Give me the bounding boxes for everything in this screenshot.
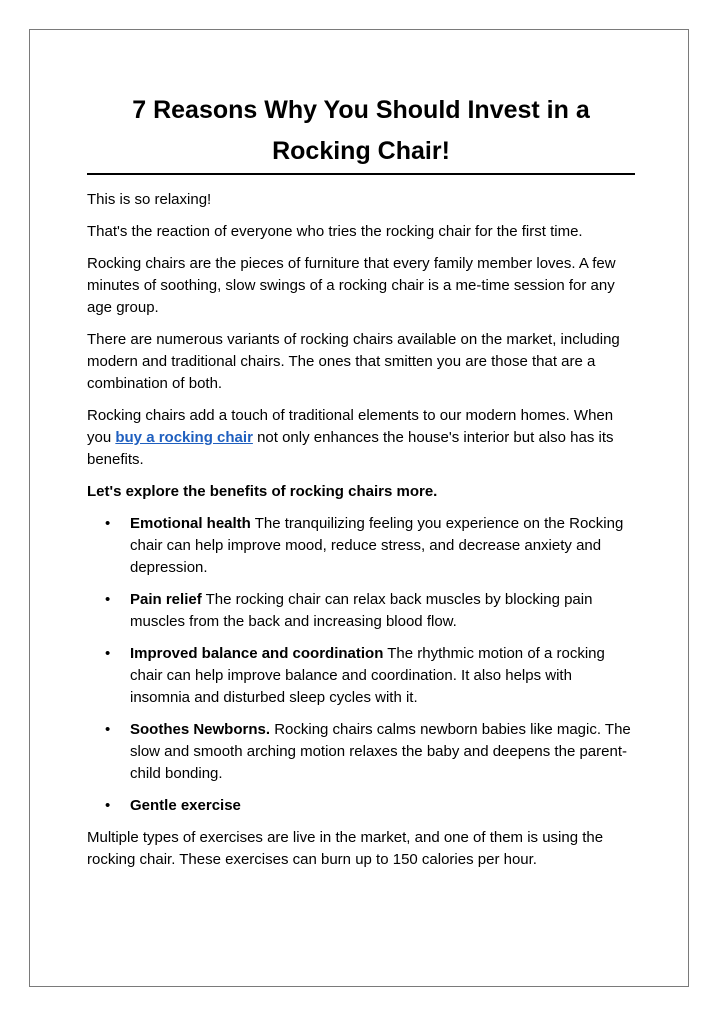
paragraph-variants: There are numerous variants of rocking chairs available on the market, including modern and traditional chairs. The ones that smitten you are those that are a combination of both. — [87, 331, 620, 392]
page-frame — [29, 29, 689, 987]
buy-rocking-chair-link[interactable]: buy a rocking chair — [115, 429, 253, 446]
benefits-lead-text: Let's explore the benefits of rocking chairs more. — [87, 483, 438, 500]
bullet: • — [105, 645, 111, 662]
benefit-text: The rocking chair can relax back muscles by blocking pain muscles from the back and increasing blood flow. — [130, 591, 593, 630]
paragraph-closing: Multiple types of exercises are live in the market, and one of them is using the rocking chair. These exercises can burn up to 150 calories per hour. — [87, 829, 604, 868]
benefit-heading: Improved balance and coordination — [130, 645, 384, 662]
paragraph-traditional-text-before: Rocking chairs add a touch of traditional elements to our modern homes. When you — [87, 407, 614, 446]
benefit-heading: Pain relief — [130, 591, 202, 608]
bullet: • — [105, 515, 111, 532]
paragraph-intro: This is so relaxing! — [87, 191, 212, 208]
benefits-list — [87, 513, 635, 817]
list-item — [105, 719, 635, 785]
list-item — [105, 513, 635, 579]
list-item — [105, 795, 635, 817]
benefit-text: Rocking chairs calms newborn babies like magic. The slow and smooth arching motion relaxes the baby and deepens the parent-child bonding. — [130, 721, 631, 782]
bullet: • — [105, 797, 111, 814]
bullet: • — [105, 591, 111, 608]
benefit-text: The rhythmic motion of a rocking chair can help improve balance and coordination. It also helps with insomnia and disturbed sleep cycles with it. — [130, 645, 605, 706]
list-item — [105, 589, 635, 633]
page-title: 7 Reasons Why You Should Invest in a Rocking Chair! — [132, 96, 590, 165]
benefit-heading: Gentle exercise — [130, 797, 241, 814]
paragraph-traditional — [87, 405, 635, 471]
benefit-heading: Soothes Newborns. — [130, 721, 271, 738]
list-item — [105, 643, 635, 709]
title-underline — [87, 173, 635, 175]
article — [87, 90, 635, 881]
paragraph-family: Rocking chairs are the pieces of furniture that every family member loves. A few minutes of soothing, slow swings of a rocking chair is a me-time session for any age group. — [87, 255, 616, 316]
paragraph-reaction: That's the reaction of everyone who tries the rocking chair for the first time. — [87, 223, 583, 240]
bullet: • — [105, 721, 111, 738]
benefit-heading: Emotional health — [130, 515, 251, 532]
benefits-lead — [87, 481, 635, 503]
benefit-text: The tranquilizing feeling you experience on the Rocking chair can help improve mood, reduce stress, and decrease anxiety and depression. — [130, 515, 624, 576]
paragraph-traditional-text-after: not only enhances the house's interior but also has its benefits. — [87, 429, 614, 468]
